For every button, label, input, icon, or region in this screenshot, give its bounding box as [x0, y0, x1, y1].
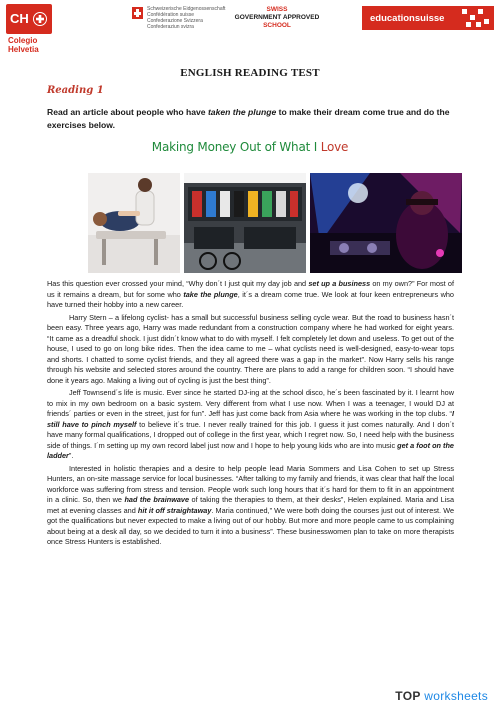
massage-photo: [88, 173, 180, 273]
article-title-love: Love: [320, 140, 349, 154]
swiss-confederation-mark: [132, 6, 225, 30]
article-body: [47, 279, 454, 550]
confederation-line: Confederaziun svizra: [147, 24, 194, 30]
instructions-text: to make their dream come true and do the exercises below.: [47, 107, 450, 130]
paragraph-intro: [47, 279, 454, 311]
logo-text: CH: [10, 11, 29, 26]
confederation-line: Confédération suisse: [147, 12, 194, 18]
educationsuisse-logo: [362, 6, 494, 30]
text-run: Has this question ever crossed your mind, “Why don´t I just quit my day job and: [47, 279, 309, 288]
instructions-text: Read an article about people who have: [47, 107, 208, 117]
government-approved-badge: [232, 6, 322, 30]
key-phrase: set up a business: [308, 279, 371, 288]
page-header: [0, 0, 500, 62]
photo-strip: [88, 173, 462, 273]
text-run: Jeff Townsend´s life is music. Ever since he started DJ-ing at the school disco, he´s been fascinated by it. I learnt how to mix in my own bedroom on a basic system. Very different from what I use now. When I was a teenager, I would DJ at friends´ parties or even in the street, just for fun”. Jeff has just come back from Asia where he was working in the top clubs. “: [47, 388, 454, 418]
brand-worksheets: worksheets: [424, 689, 488, 703]
confederation-text: [147, 6, 225, 30]
dj-photo: [310, 173, 462, 273]
confederation-line: Schweizerische Eidgenossenschaft: [147, 6, 226, 12]
bike-shop-photo: [184, 173, 306, 273]
pixel-decoration-icon: [462, 9, 467, 14]
logo-caption: [8, 36, 39, 54]
reading-label: Reading 1: [47, 85, 104, 96]
colegio-helvetia-logo: [6, 4, 52, 34]
edu-brand-text: educationsuisse: [370, 13, 445, 24]
topworksheets-logo: [395, 689, 488, 703]
key-phrase: I still have to pinch myself: [47, 409, 454, 429]
pixel-decoration-icon: [476, 22, 481, 27]
pixel-decoration-icon: [470, 15, 475, 20]
swiss-cross-icon: [33, 12, 47, 26]
logo-caption-line1: Colegio: [8, 36, 38, 45]
key-phrase: take the plunge: [183, 289, 238, 299]
paragraph-stress-hunters: [47, 464, 454, 548]
article-title: [0, 140, 500, 154]
gov-line-school: SCHOOL: [263, 22, 291, 29]
instructions: [47, 106, 467, 131]
text-run: . Maria continued,” We were both doing the courses just out of interest. We got the qualifications but never expected to make a living out of our hobby. But more and more people came to us complaining about being at a desk all day, so we decided to turn it into a business”. These businesswomen plan to take on more therapists once Stress Hunters is established.: [47, 505, 455, 546]
key-phrase: get a foot on the ladder: [47, 440, 454, 460]
pixel-decoration-icon: [478, 9, 483, 14]
gov-line-swiss: SWISS: [266, 6, 288, 13]
article-title-main: Making Money Out of What I: [151, 140, 321, 154]
instructions-emphasis: taken the plunge: [207, 107, 277, 117]
key-phrase: hit it off straightaway: [137, 505, 212, 515]
text-run: of taking the therapies to them, at their desks”, Helen explained. Maria and Lisa met at evening classes and: [47, 495, 454, 515]
pixel-decoration-icon: [466, 22, 471, 27]
text-run: to believe it´s true. I never really trained for this job. I guess it just comes naturally. And I don´t have many formal qualifications, I dropped out of college in the first year, which I regret now. So, I need help with the business side of things. I´m setting up my own record label just now and I hope to help young kids who are into music: [47, 419, 455, 450]
pixel-decoration-icon: [484, 19, 489, 24]
gov-line-approved: GOVERNMENT APPROVED: [234, 14, 320, 21]
page-title: ENGLISH READING TEST: [180, 67, 320, 79]
paragraph-harry: Harry Stern – a lifelong cyclist- has a small but successful business selling cycle wear. But the road to business hasn´t been easy. Three years ago, Harry was made redundant from a construction company where he had worked for eight years. “It came as a dreadful shock. I just didn´t know what to do with myself. I felt completely let down and useless. To get out of the house, I used to go on long bike rides. Then the idea came to me – what cyclists need is well-designed, easy-to-wear tops and shorts. I chatted to some cyclist friends, and they all agreed there was a gap in the market”. Now Harry sells his range through his website and selected stores around the country. There are plans to add a range for children soon. “I should have done it years ago. Making a living out of cycling is just the best thing”.: [47, 312, 454, 385]
text-run: Interested in holistic therapies and a desire to help people lead Maria Sommers and Lisa Cohen to set up Stress Hunters, an on-site massage service for local businesses. “After talking to my family and friends, it was clear that half the local workforce was suffering from stress and tension. People work such long hours that it´s hard for them to fit in an appointment in a clinic. So, then we: [47, 463, 454, 504]
paragraph-jeff: [47, 388, 454, 462]
key-phrase: had the brainwave: [124, 495, 190, 504]
swiss-flag-icon: [132, 7, 143, 19]
text-run: , it´s a dream come true. We look at four keen entrepreneurs who have turned their hobby into a new career.: [47, 289, 454, 309]
logo-caption-line2: Helvetia: [8, 45, 39, 54]
confederation-line: Confederazione Svizzera: [147, 18, 203, 24]
text-run: ”.: [68, 451, 74, 460]
brand-top: TOP: [395, 689, 421, 703]
text-run: on my own?” For most of us it remains a dream, but for some who: [47, 279, 454, 299]
